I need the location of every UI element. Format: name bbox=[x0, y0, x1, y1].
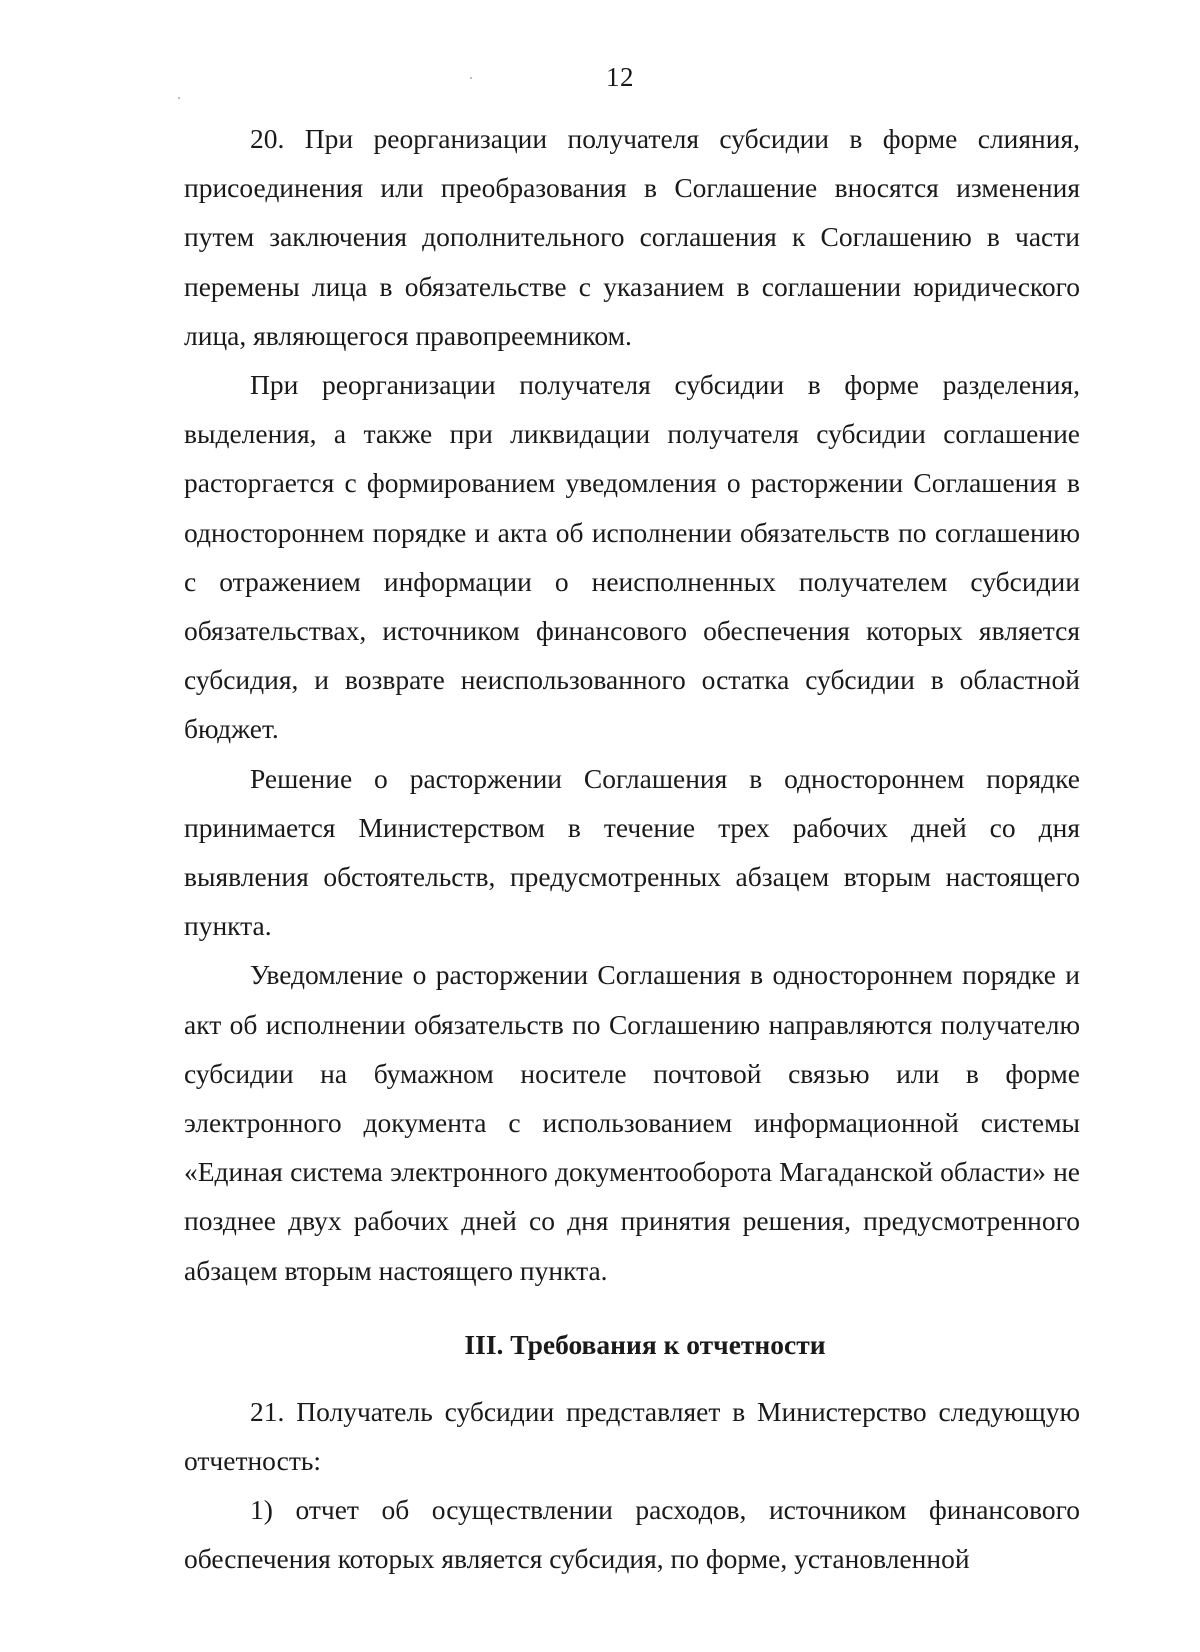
document-body bbox=[184, 114, 1080, 1584]
paragraph-21: 21. Получатель субсидии представляет в Министерство следующую отчетность: bbox=[184, 1395, 1080, 1477]
section-heading: III. Требования к отчетности bbox=[464, 1328, 826, 1360]
page-number: 12 bbox=[606, 62, 634, 92]
list-item-1: 1) отчет об осуществлении расходов, источником финансового обеспечения которых является субсидия, по форме, установленной bbox=[184, 1494, 1080, 1575]
paragraph-20: 20. При реорганизации получателя субсидии в форме слияния, присоединения или преобразования в Соглашение вносятся изменения путем заключения дополнительного соглашения к Соглашению в части перемены лица в обязательстве с указанием в соглашении юридического лица, являющегося правопреемником. bbox=[184, 123, 1080, 351]
paragraph-reorganization-division: При реорганизации получателя субсидии в форме разделения, выделения, а также при ликвидации получателя субсидии соглашение расторгается с формированием уведомления о расторжении Соглашения в одностороннем порядке и акта об исполнении обязательств по соглашению с отражением информации о неисполненных получателем субсидии обязательствах, источником финансового обеспечения которых является субсидия, и возврате неиспользованного остатка субсидии в областной бюджет. bbox=[184, 369, 1080, 745]
paragraph-termination-decision: Решение о расторжении Соглашения в одностороннем порядке принимается Министерством в течение трех рабочих дней со дня выявления обстоятельств, предусмотренных абзацем вторым настоящего пункта. bbox=[184, 762, 1080, 942]
scan-artifact bbox=[178, 97, 180, 99]
paragraph-termination-notice: Уведомление о расторжении Соглашения в одностороннем порядке и акт об исполнении обязательств по Соглашению направляются получателю субсидии на бумажном носителе почтовой связью или в форме электронного документа с использованием информационной системы «Единая система электронного документооборота Магаданской области» не позднее двух рабочих дней со дня принятия решения, предусмотренного абзацем вторым настоящего пункта. bbox=[184, 959, 1080, 1286]
